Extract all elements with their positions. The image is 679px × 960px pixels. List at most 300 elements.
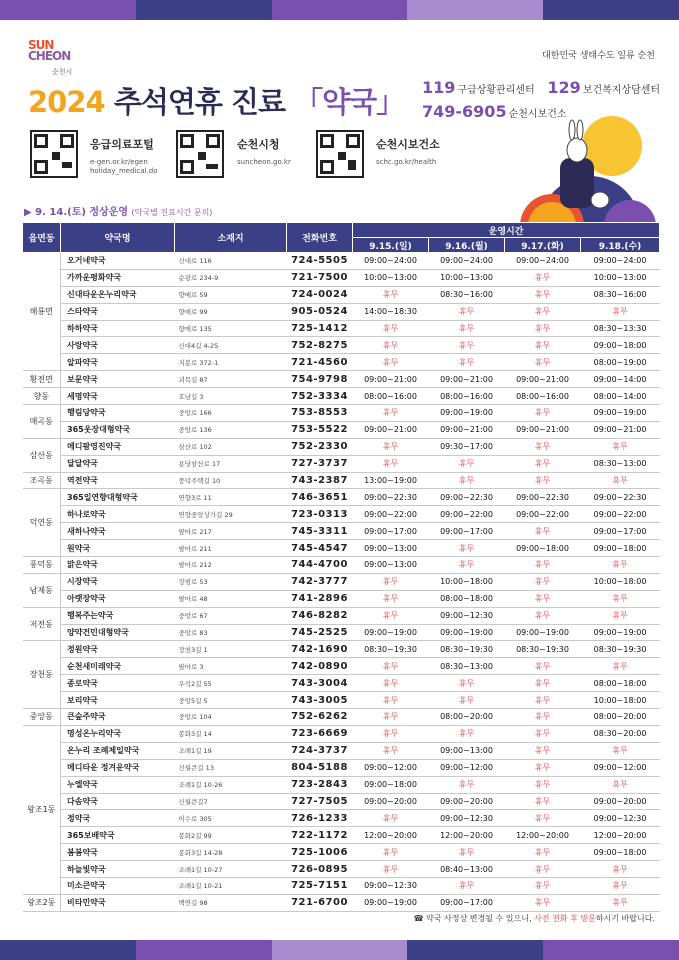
hours-cell: 휴무 [353,861,429,878]
table-row [23,861,660,878]
pharmacy-address: 향매로 59 [175,286,287,303]
hours-cell: 12:00~20:00 [581,827,660,844]
pharmacy-address: 중앙5길 5 [175,692,287,709]
hours-cell: 09:00~19:00 [429,405,505,422]
hours-cell: 09:00~17:00 [581,523,660,540]
area-cell: 장천동 [23,641,61,709]
pharmacy-phone[interactable]: 753-5522 [287,421,353,438]
table-row [23,320,660,337]
hours-cell: 휴무 [581,607,660,624]
hours-cell: 09:00~19:00 [429,624,505,641]
pharmacy-address: 봉화3길 14-28 [175,844,287,861]
hours-cell: 휴무 [429,877,505,894]
area-cell: 남제동 [23,573,61,607]
pharmacy-address: 중앙로 67 [175,607,287,624]
pharmacy-address: 조례1길 19 [175,742,287,759]
hours-cell: 휴무 [353,844,429,861]
pharmacy-phone[interactable]: 744-4700 [287,557,353,574]
header-day: 9.15.(일) [353,238,429,253]
pharmacy-phone[interactable]: 746-3651 [287,489,353,506]
hours-cell: 휴무 [429,320,505,337]
hours-cell: 휴무 [353,405,429,422]
hours-cell: 휴무 [505,523,581,540]
table-row [23,472,660,489]
hours-cell: 휴무 [353,607,429,624]
pharmacy-address: 지봉로 372-1 [175,354,287,371]
pharmacy-phone[interactable]: 752-2330 [287,438,353,455]
header-day: 9.18.(수) [581,238,660,253]
pharmacy-name: 맑은약국 [61,557,175,574]
pharmacy-phone[interactable]: 723-0313 [287,506,353,523]
hours-cell: 휴무 [353,658,429,675]
qr-title-egen: 응급의료포털 [90,138,154,151]
hours-cell: 08:40~13:00 [429,861,505,878]
city-slogan: 대한민국 생태수도 일류 순천 [542,51,655,61]
qr-code-health[interactable] [316,130,364,178]
table-row [23,405,660,422]
pharmacy-name: 종로약국 [61,675,175,692]
table-row [23,894,660,911]
pharmacy-phone[interactable]: 726-1233 [287,810,353,827]
pharmacy-address: 신대4길 4-25 [175,337,287,354]
hours-cell: 08:00~18:00 [429,590,505,607]
hours-cell: 휴무 [505,405,581,422]
hours-cell: 09:00~13:00 [353,557,429,574]
hours-cell: 09:00~18:00 [581,540,660,557]
header-addr: 소재지 [175,223,287,253]
hours-cell: 휴무 [505,658,581,675]
hours-cell: 휴무 [505,337,581,354]
table-row [23,371,660,388]
hours-cell: 휴무 [505,455,581,472]
pharmacy-phone[interactable]: 721-6700 [287,894,353,911]
pharmacy-address: 신월큰길7 [175,793,287,810]
pharmacy-phone[interactable]: 725-1006 [287,844,353,861]
hours-cell: 12:00~20:00 [429,827,505,844]
hours-cell: 08:30~19:30 [353,641,429,658]
table-row [23,877,660,894]
area-cell: 조곡동 [23,472,61,489]
pharmacy-address: 신대로 116 [175,253,287,270]
table-row [23,624,660,641]
pharmacy-name: 비타민약국 [61,894,175,911]
pharmacy-name: 하나로약국 [61,506,175,523]
pharmacy-table [22,222,660,912]
table-row [23,658,660,675]
pharmacy-address: 팔마로 48 [175,590,287,607]
table-row [23,388,660,405]
hours-cell: 09:00~19:00 [353,894,429,911]
hours-cell: 휴무 [505,844,581,861]
hours-cell: 휴무 [353,810,429,827]
area-cell: 매곡동 [23,405,61,439]
pharmacy-phone[interactable]: 723-2843 [287,776,353,793]
hours-cell: 휴무 [429,844,505,861]
area-cell: 풍덕동 [23,557,61,574]
pharmacy-phone[interactable]: 905-0524 [287,303,353,320]
table-row [23,421,660,438]
hours-cell: 09:00~13:00 [429,742,505,759]
pharmacy-address: 조례1길 10-21 [175,877,287,894]
hours-cell: 09:00~21:00 [429,421,505,438]
pharmacy-name: 365보배약국 [61,827,175,844]
hours-cell: 휴무 [581,472,660,489]
hours-cell: 08:30~13:00 [581,455,660,472]
pharmacy-address: 팔마로 211 [175,540,287,557]
hours-cell: 휴무 [353,675,429,692]
hours-cell: 08:00~16:00 [505,388,581,405]
pharmacy-name: 스타약국 [61,303,175,320]
hours-cell: 09:00~18:00 [505,540,581,557]
pharmacy-address: 팔마로 3 [175,658,287,675]
hours-cell: 08:00~19:00 [581,354,660,371]
pharmacy-phone[interactable]: 743-2387 [287,472,353,489]
hours-cell: 08:00~18:00 [581,675,660,692]
hours-cell: 08:00~16:00 [429,388,505,405]
hours-cell: 휴무 [429,776,505,793]
table-row [23,759,660,776]
hours-cell: 휴무 [581,557,660,574]
pharmacy-address: 중앙로 166 [175,405,287,422]
table-row [23,675,660,692]
hours-cell: 휴무 [505,557,581,574]
qr-code-city[interactable] [176,130,224,178]
hours-cell: 09:00~13:00 [353,540,429,557]
pharmacy-address: 이수로 305 [175,810,287,827]
pharmacy-address: 향매로 99 [175,303,287,320]
pharmacy-phone[interactable]: 727-3737 [287,455,353,472]
pharmacy-address: 우석2길 55 [175,675,287,692]
pharmacy-address: 팔마로 217 [175,523,287,540]
pharmacy-name: 365일연향대형약국 [61,489,175,506]
hours-cell: 휴무 [505,742,581,759]
table-row [23,506,660,523]
hours-cell: 09:00~17:00 [429,894,505,911]
hours-cell: 휴무 [505,725,581,742]
area-cell: 왕조2동 [23,894,61,911]
hours-cell: 휴무 [505,354,581,371]
hours-cell: 09:00~24:00 [353,253,429,270]
pharmacy-phone[interactable]: 742-0890 [287,658,353,675]
qr-title-health: 순천시보건소 [376,138,440,151]
hours-cell: 휴무 [581,776,660,793]
hours-cell: 휴무 [353,725,429,742]
pharmacy-phone[interactable]: 743-3005 [287,692,353,709]
hours-cell: 휴무 [429,354,505,371]
pharmacy-phone[interactable]: 746-8282 [287,607,353,624]
pharmacy-phone[interactable]: 752-8275 [287,337,353,354]
hours-cell: 09:00~19:00 [353,624,429,641]
hours-cell: 08:30~13:30 [581,320,660,337]
hours-cell: 휴무 [429,692,505,709]
pharmacy-name: 가까운평화약국 [61,269,175,286]
qr-title-city: 순천시청 [237,138,280,151]
pharmacy-phone[interactable]: 722-1172 [287,827,353,844]
pharmacy-address: 조례1길 10-27 [175,861,287,878]
hours-cell: 휴무 [505,709,581,726]
table-row [23,540,660,557]
area-cell: 왕조1동 [23,725,61,894]
hours-cell: 10:00~18:00 [429,573,505,590]
hours-cell: 09:00~22:00 [429,506,505,523]
hours-cell: 휴무 [353,742,429,759]
hours-cell: 09:00~24:00 [505,253,581,270]
pharmacy-phone[interactable]: 721-4560 [287,354,353,371]
qr-code-egen[interactable] [30,130,78,178]
hours-cell: 휴무 [353,337,429,354]
contact-numbers: 119 구급상황관리센터 129 보건복지상담센터 749-6905 순천시보건소 [422,78,661,121]
pharmacy-name: 온누리 조례제일약국 [61,742,175,759]
hours-cell: 09:00~22:30 [429,489,505,506]
pharmacy-name: 다솜약국 [61,793,175,810]
hours-cell: 08:00~20:00 [581,709,660,726]
hours-cell: 08:00~20:00 [429,709,505,726]
area-cell: 향동 [23,388,61,405]
area-cell: 황전면 [23,371,61,388]
table-row [23,810,660,827]
header-tel: 전화번호 [287,223,353,253]
pharmacy-phone[interactable]: 721-7500 [287,269,353,286]
pharmacy-address: 용당삼산로 17 [175,455,287,472]
hours-cell: 휴무 [429,455,505,472]
pharmacy-address: 봉화3길 14 [175,725,287,742]
hours-cell: 09:00~21:00 [505,371,581,388]
qr-url-city[interactable]: suncheon.go.kr [237,158,291,166]
hours-cell: 09:00~20:00 [429,793,505,810]
area-cell: 저전동 [23,607,61,641]
pharmacy-phone[interactable]: 752-6262 [287,709,353,726]
pharmacy-address: 백연길 98 [175,894,287,911]
pharmacy-phone[interactable]: 727-7505 [287,793,353,810]
hours-cell: 09:00~24:00 [429,253,505,270]
area-cell: 해룡면 [23,253,61,371]
hours-cell: 휴무 [505,776,581,793]
hours-cell: 휴무 [353,590,429,607]
pharmacy-name: 사랑약국 [61,337,175,354]
table-row [23,776,660,793]
pharmacy-address: 봉화2길 99 [175,827,287,844]
hours-cell: 휴무 [353,438,429,455]
pharmacy-phone[interactable]: 725-1412 [287,320,353,337]
pharmacy-phone[interactable]: 724-0024 [287,286,353,303]
hours-cell: 08:30~16:00 [581,286,660,303]
hours-cell: 휴무 [429,303,505,320]
hours-cell: 휴무 [429,472,505,489]
pharmacy-phone[interactable]: 724-5505 [287,253,353,270]
hours-cell: 09:00~20:00 [581,793,660,810]
hours-cell: 09:00~12:30 [581,810,660,827]
pharmacy-address: 팔마로 212 [175,557,287,574]
pharmacy-name: 달달약국 [61,455,175,472]
table-row [23,455,660,472]
hours-cell: 08:30~19:30 [581,641,660,658]
pharmacy-address: 중앙로 83 [175,624,287,641]
pharmacy-phone[interactable]: 725-7151 [287,877,353,894]
hours-cell: 09:00~24:00 [581,253,660,270]
qr-url-health[interactable]: schc.go.kr/health [376,158,437,166]
pharmacy-name: 정약국 [61,810,175,827]
pharmacy-phone[interactable]: 741-2896 [287,590,353,607]
hours-cell: 09:00~14:00 [581,371,660,388]
pharmacy-phone[interactable]: 742-1690 [287,641,353,658]
pharmacy-address: 향매로 135 [175,320,287,337]
hours-cell: 휴무 [353,692,429,709]
pharmacy-phone[interactable]: 723-6669 [287,725,353,742]
pharmacy-name: 양약건민대형약국 [61,624,175,641]
pharmacy-name: 원약국 [61,540,175,557]
hours-cell: 09:00~22:30 [505,489,581,506]
hours-cell: 휴무 [429,337,505,354]
pharmacy-name: 세명약국 [61,388,175,405]
header-day: 9.17.(화) [505,238,581,253]
pharmacy-phone[interactable]: 745-2525 [287,624,353,641]
hours-cell: 휴무 [353,354,429,371]
table-row [23,286,660,303]
hours-cell: 09:30~17:00 [429,438,505,455]
hours-cell: 09:00~21:00 [429,371,505,388]
table-row [23,337,660,354]
qr-url-egen[interactable]: e-gen.or.kr/egen holiday_medical.do [90,158,158,175]
hours-cell: 08:30~20:00 [581,725,660,742]
hours-cell: 13:00~19:00 [353,472,429,489]
hours-cell: 휴무 [429,675,505,692]
pharmacy-phone[interactable]: 743-3004 [287,675,353,692]
hours-cell: 휴무 [581,303,660,320]
bottom-color-bar [0,940,679,960]
hours-cell: 휴무 [581,894,660,911]
pharmacy-name: 아랫장약국 [61,590,175,607]
pharmacy-phone[interactable]: 724-3737 [287,742,353,759]
pharmacy-name: 메디타운 정겨운약국 [61,759,175,776]
pharmacy-address: 순광로 234-9 [175,269,287,286]
hours-cell: 휴무 [581,590,660,607]
table-row [23,438,660,455]
hours-cell: 09:00~19:00 [581,405,660,422]
hours-cell: 휴무 [581,877,660,894]
hours-cell: 09:00~18:00 [581,844,660,861]
hours-cell: 휴무 [353,320,429,337]
suncheon-logo: SUN CHEON 순천시 [28,38,73,76]
pharmacy-name: 역전약국 [61,472,175,489]
hours-cell: 휴무 [505,675,581,692]
pharmacy-phone[interactable]: 752-3334 [287,388,353,405]
hours-cell: 휴무 [353,709,429,726]
hours-cell: 08:30~19:30 [429,641,505,658]
hours-cell: 휴무 [581,742,660,759]
pharmacy-address: 연향3로 11 [175,489,287,506]
pharmacy-name: 명성온누리약국 [61,725,175,742]
hours-cell: 09:00~21:00 [353,421,429,438]
hours-cell: 08:30~13:00 [429,658,505,675]
pharmacy-name: 하늘빛약국 [61,861,175,878]
pharmacy-phone[interactable]: 804-5188 [287,759,353,776]
hours-cell: 휴무 [353,286,429,303]
hours-cell: 09:00~22:00 [353,506,429,523]
area-cell: 덕연동 [23,489,61,557]
hours-cell: 14:00~18:30 [353,303,429,320]
hours-cell: 휴무 [581,658,660,675]
hours-cell: 09:00~12:30 [429,810,505,827]
hours-cell: 09:00~12:30 [353,877,429,894]
hours-cell: 휴무 [505,303,581,320]
pharmacy-address: 중앙로 136 [175,421,287,438]
pharmacy-name: 봄봄약국 [61,844,175,861]
hours-cell: 휴무 [429,557,505,574]
hours-cell: 08:30~16:00 [429,286,505,303]
pharmacy-name: 메디팜영진약국 [61,438,175,455]
hours-cell: 09:00~12:30 [429,607,505,624]
hours-cell: 09:00~21:00 [505,421,581,438]
hours-cell: 휴무 [505,759,581,776]
hours-cell: 08:00~16:00 [353,388,429,405]
hours-cell: 09:00~17:00 [353,523,429,540]
pharmacy-name: 보리약국 [61,692,175,709]
pharmacy-address: 조례1길 10-26 [175,776,287,793]
table-row [23,844,660,861]
table-row [23,641,660,658]
hours-cell: 09:00~22:00 [581,506,660,523]
page-title: 2024 추석연휴 진료 「약국」 [28,85,405,119]
pharmacy-name: 하하약국 [61,320,175,337]
pharmacy-address: 삼산로 102 [175,438,287,455]
pharmacy-phone[interactable]: 754-9798 [287,371,353,388]
hours-cell: 09:00~22:30 [581,489,660,506]
header-name: 약국명 [61,223,175,253]
pharmacy-phone[interactable]: 745-4547 [287,540,353,557]
pharmacy-address: 장천3길 1 [175,641,287,658]
hours-cell: 10:00~13:00 [581,269,660,286]
table-row [23,793,660,810]
hours-cell: 09:00~19:00 [581,624,660,641]
header-hours: 운영시간 [353,223,660,238]
hours-cell: 휴무 [505,438,581,455]
pharmacy-name: 알파약국 [61,354,175,371]
pharmacy-phone[interactable]: 742-3777 [287,573,353,590]
pharmacy-name: 새하나약국 [61,523,175,540]
table-row [23,354,660,371]
hours-cell: 09:00~20:00 [353,793,429,810]
pharmacy-name: 365웃장대형약국 [61,421,175,438]
hours-cell: 09:00~22:00 [505,506,581,523]
hours-cell: 휴무 [505,286,581,303]
hours-cell: 휴무 [581,438,660,455]
table-row [23,742,660,759]
pharmacy-name: 미소큰약국 [61,877,175,894]
hours-cell: 휴무 [505,861,581,878]
hours-cell: 휴무 [429,725,505,742]
table-row [23,725,660,742]
pharmacy-address: 풍덕주택길 10 [175,472,287,489]
header-area: 읍면동 [23,223,61,253]
pharmacy-name: 신대타운온누리약국 [61,286,175,303]
pharmacy-phone[interactable]: 745-3311 [287,523,353,540]
area-cell: 중앙동 [23,709,61,726]
pharmacy-name: 행림당약국 [61,405,175,422]
hours-cell: 09:00~21:00 [353,371,429,388]
pharmacy-phone[interactable]: 726-0895 [287,861,353,878]
hours-cell: 09:00~18:00 [581,337,660,354]
pharmacy-name: 시장약국 [61,573,175,590]
table-row [23,590,660,607]
pharmacy-phone[interactable]: 753-8553 [287,405,353,422]
hours-cell: 휴무 [505,590,581,607]
table-row [23,557,660,574]
table-row [23,253,660,270]
hours-cell: 09:00~12:00 [581,759,660,776]
hours-cell: 휴무 [505,692,581,709]
hours-cell: 휴무 [429,540,505,557]
area-cell: 삼산동 [23,438,61,472]
